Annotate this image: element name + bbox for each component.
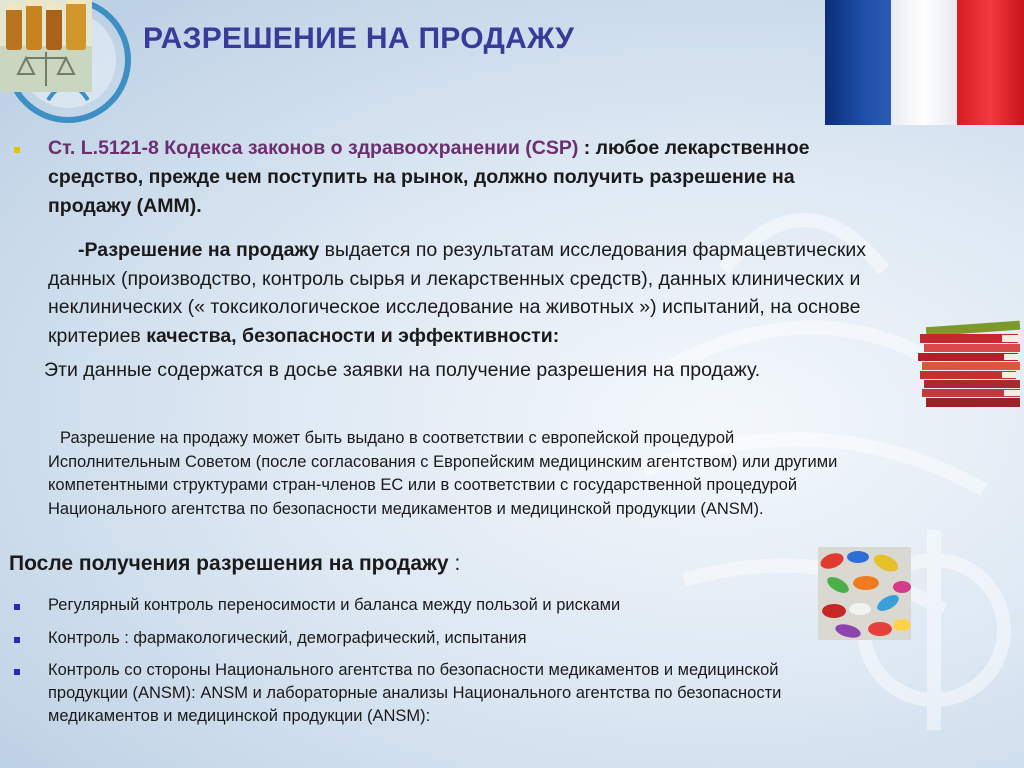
bullet-marker [14, 669, 20, 675]
list-item: Контроль : фармакологический, демографический, испытания [48, 629, 527, 647]
list-item: Регулярный контроль переносимости и баланса между пользой и рисками [48, 596, 621, 614]
france-flag-image [825, 0, 1024, 125]
dossier-paragraph: Эти данные содержатся в досье заявки на получение разрешения на продажу. [44, 359, 761, 381]
books-stack-image [912, 320, 1024, 410]
list-item: Контроль со стороны Национального агентства по безопасности медикаментов и медицинской продукции (ANSM): ANSM и лабораторные анализы Национального агентства по безопасности медикаментов и медицинской продукции (ANSM): [48, 661, 782, 725]
pills-image [818, 547, 911, 640]
law-reference: Ст. L.5121-8 Кодекса законов о здравоохранении (CSP) [48, 137, 579, 159]
slide-title: РАЗРЕШЕНИЕ НА ПРОДАЖУ [143, 22, 575, 55]
intro-paragraph: Ст. L.5121-8 Кодекса законов о здравоохранении (CSP) : любое лекарственное средство, прежде чем поступить на рынок, должно получить разрешение на продажу (АММ). [48, 137, 810, 217]
after-authorization-heading: После получения разрешения на продажу : [9, 552, 461, 575]
bullet-marker [14, 147, 20, 153]
bullet-marker [14, 637, 20, 643]
medicine-bottles-image [0, 0, 92, 92]
eu-procedure-paragraph: Разрешение на продажу может быть выдано в соответствии с европейской процедурой Исполнительным Советом (после согласования с Европейским медицинским агентством) или другими компетентными структурами стран-членов ЕС или в соответствии с государственной процедурой Национального агентства по безопасности медикаментов и медицинской продукции (ANSM). [48, 429, 838, 519]
authorization-paragraph: -Разрешение на продажу выдается по результатам исследования фармацевтических данных (производство, контроль сырья и лекарственных средств), данных клинических и неклинических (« токсикологическое исследование на животных ») испытаний, на основе критериев качества, безопасности и эффективности: [48, 239, 866, 348]
bullet-marker [14, 604, 20, 610]
